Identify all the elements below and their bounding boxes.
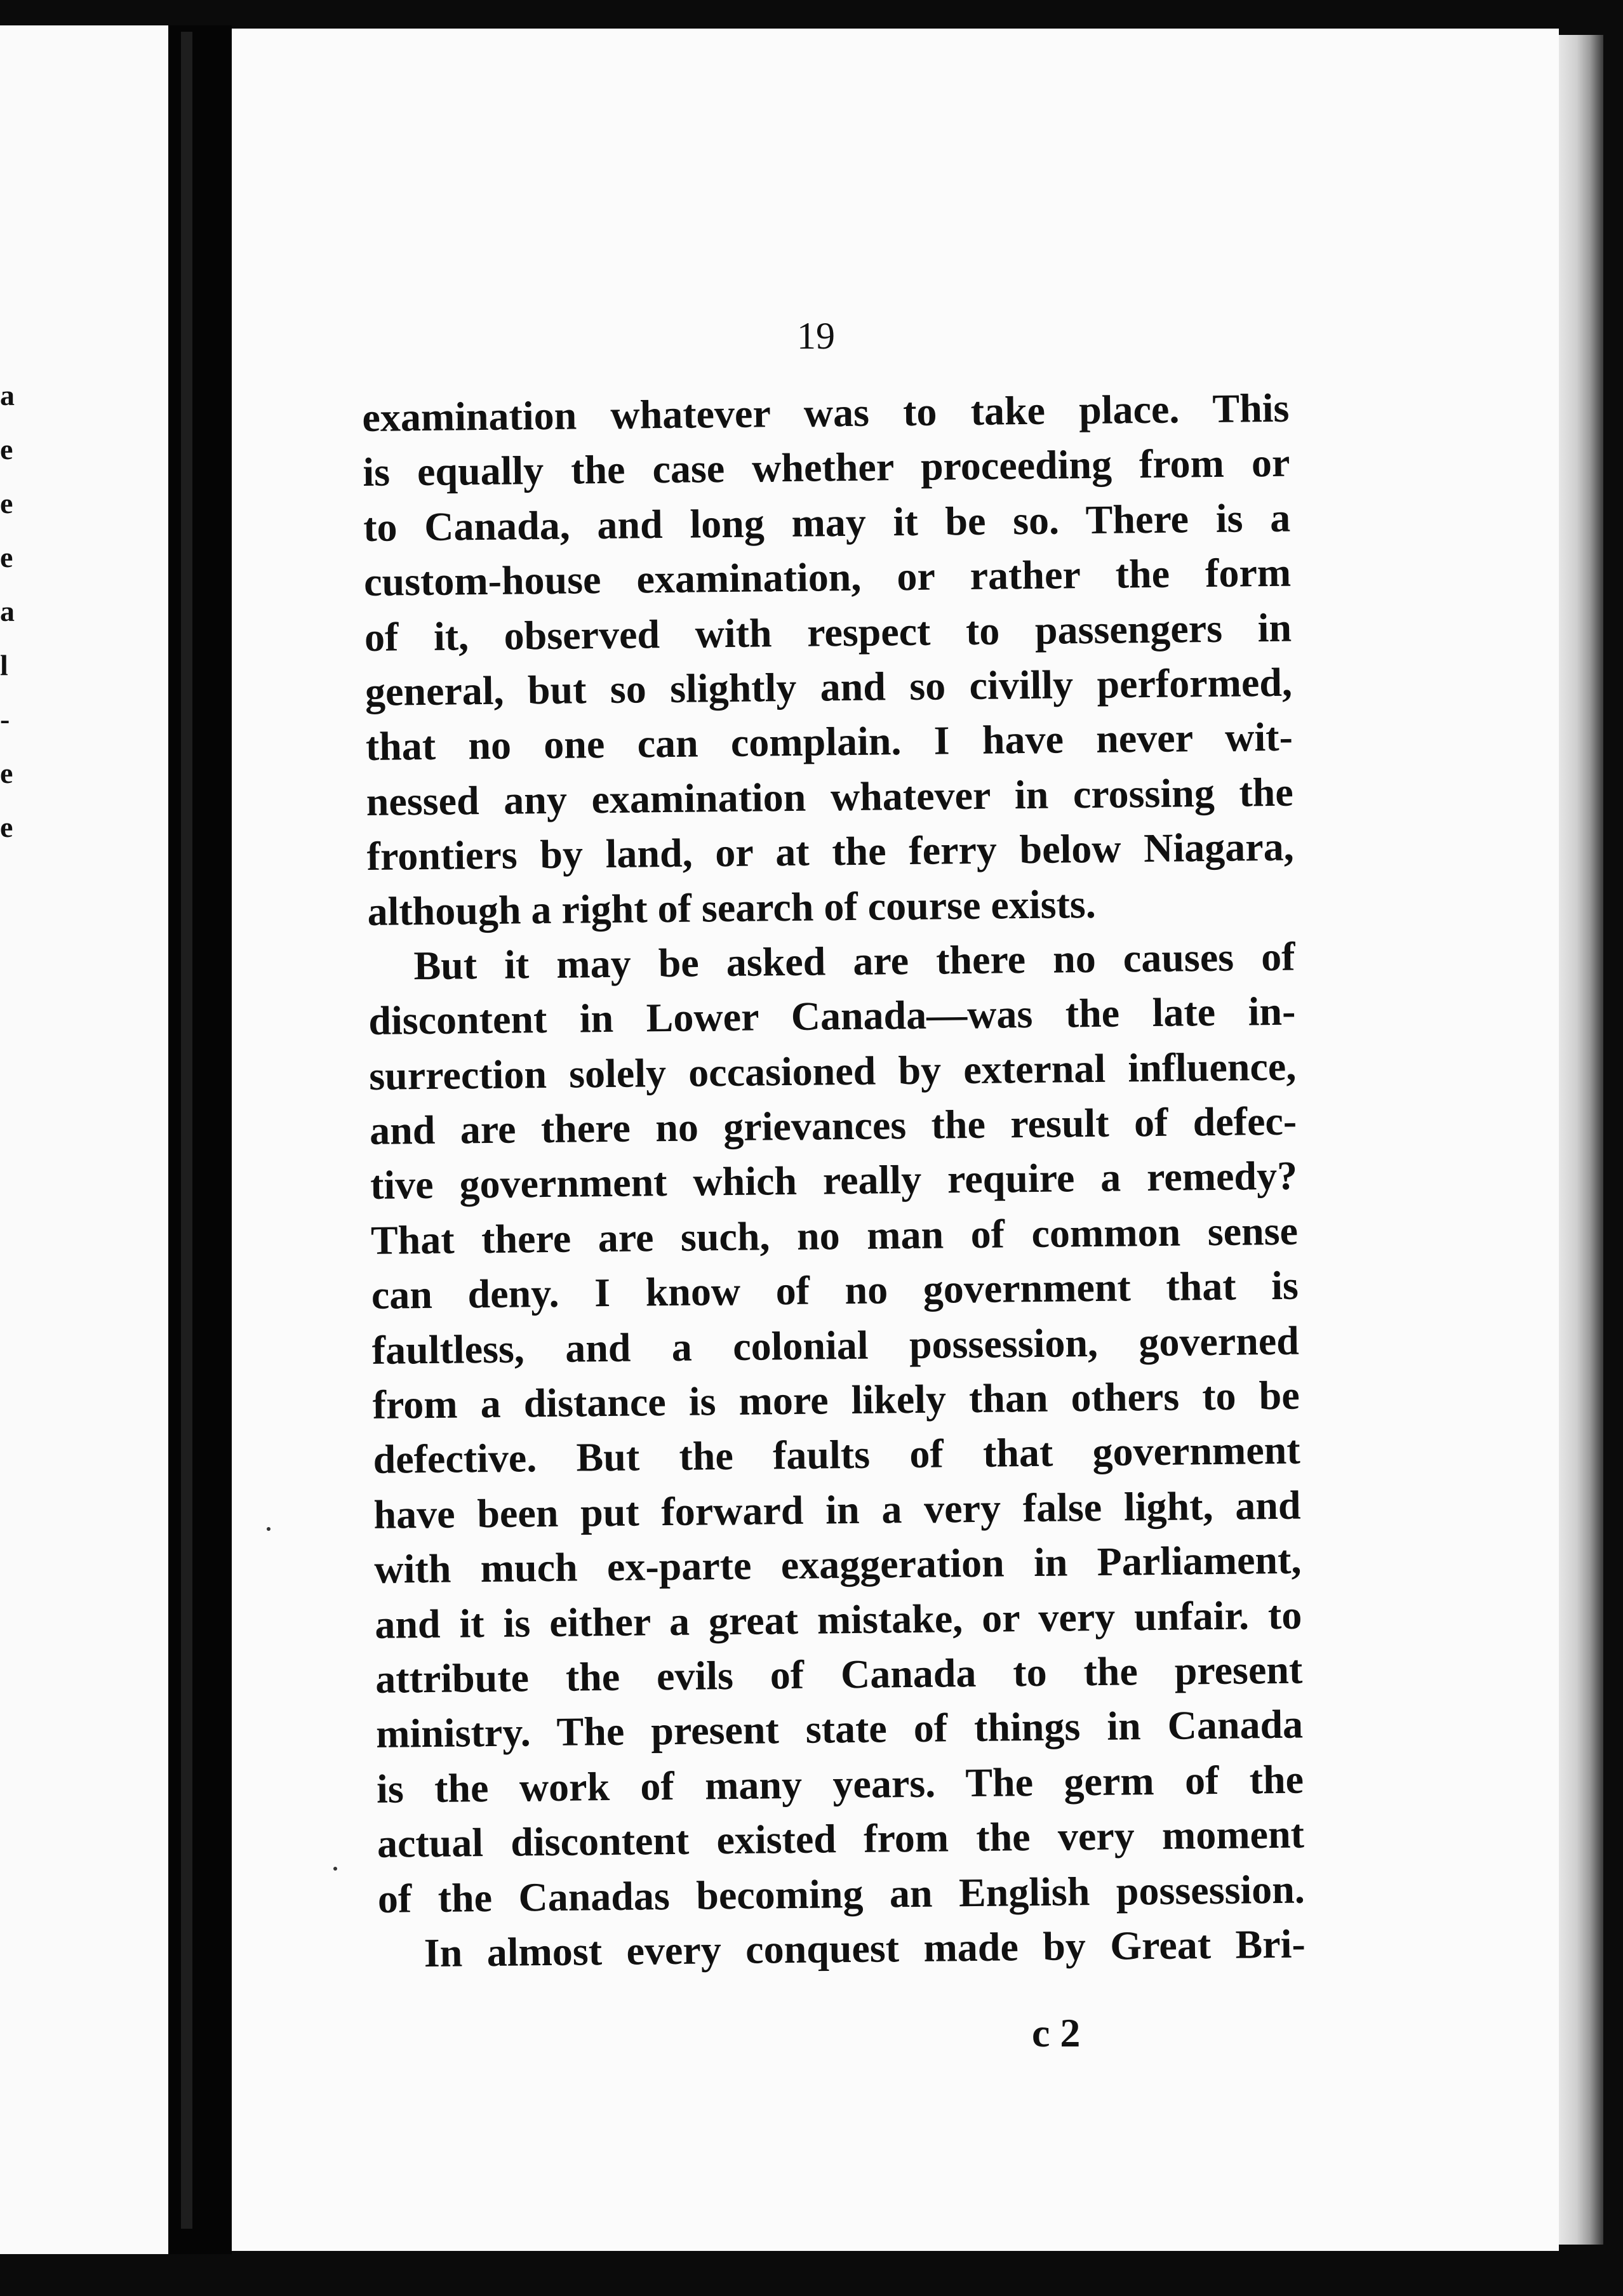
text-line: and are there no grievances the result of defec- [369,1098,1297,1154]
facing-page-letter: e [0,433,13,465]
facing-page-letter: a [0,595,15,627]
text-line: custom-house examination, or rather the form [363,549,1292,605]
facing-page-letter: a [0,379,15,411]
text-line: faultless, and a colonial possession, governed [371,1318,1300,1373]
paper-speck [333,1867,337,1871]
text-line: to Canada, and long may it be so. There is a [363,495,1291,550]
body-text [362,381,1306,1981]
text-line: have been put forward in a very false light, and [373,1482,1301,1537]
text-line: is equally the case whether proceeding from or [362,440,1290,495]
text-line: In almost every conquest made by Great Bri- [424,1921,1306,1976]
text-line: can deny. I know of no government that is [371,1262,1299,1318]
book-gutter [168,25,232,2254]
signature-mark: c 2 [1032,2010,1081,2055]
text-line: of it, observed with respect to passengers in [364,604,1292,660]
text-line: of the Canadas becoming an English possession. [377,1866,1306,1921]
text-line: although a right of search of course exists. [367,881,1097,934]
facing-page-letter: - [0,703,10,735]
text-line: ministry. The present state of things in Canada [375,1701,1304,1757]
text-line: surrection solely occasioned by external influence, [368,1043,1297,1098]
text-line: attribute the evils of Canada to the present [375,1646,1303,1702]
text-line: tive government which really require a remedy? [370,1153,1298,1208]
facing-page-letter: e [0,541,13,573]
text-line: examination whatever was to take place. This [362,385,1290,440]
facing-page-letter: e [0,487,13,519]
text-line: But it may be asked are there no causes of [413,933,1295,989]
text-line: from a distance is more likely than others to be [372,1372,1300,1427]
facing-page [0,25,168,2254]
text-line: nessed any examination whatever in crossing the [366,769,1294,824]
page-edge-stack [1559,35,1603,2245]
text-line: actual discontent existed from the very moment [377,1811,1305,1867]
text-line: That there are such, no man of common sense [370,1208,1299,1263]
text-line: discontent in Lower Canada—was the late in- [368,988,1296,1044]
text-line: and it is either a great mistake, or very unfair. to [374,1592,1302,1647]
text-line: defective. But the faults of that government [373,1427,1300,1483]
text-line: frontiers by land, or at the ferry below Niagara, [366,824,1294,879]
facing-page-letter: l [0,649,8,681]
facing-page-letter: e [0,757,13,789]
text-line: with much ex-parte exaggeration in Parliament, [374,1537,1302,1592]
gutter-shadow [181,32,192,2229]
text-line: general, but so slightly and so civilly performed, [364,659,1293,714]
page-number: 19 [797,315,835,357]
text-line: is the work of many years. The germ of the [376,1756,1304,1812]
facing-page-letter: e [0,811,13,843]
text-line: that no one can complain. I have never wit- [365,714,1293,770]
paper-speck [267,1527,270,1531]
